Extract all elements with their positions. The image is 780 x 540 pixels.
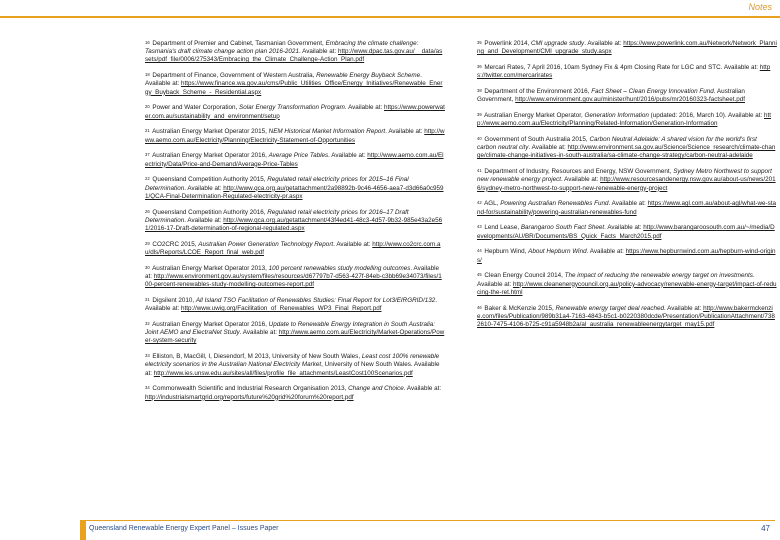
footnote-title: Update to Renewable Energy Integration in South Australia: Joint AEMO and ElectraNet Study: [145, 321, 436, 337]
footnote: [477, 305, 777, 330]
footnote-link[interactable]: http://www.aemo.com.au/Electricity/Planning/Electricity-Statement-of-Opportunities: [145, 128, 445, 144]
footnote: [145, 353, 445, 378]
footnote-title: Renewable Energy Buyback Scheme: [316, 72, 421, 80]
footnote-available: . Available at:: [298, 48, 339, 56]
footnote-link[interactable]: https://www.agl.com.au/about-agl/what-we-stand-for/sustainability/powering-australian-renewables-fund: [477, 200, 777, 216]
footnote-title: Barangaroo South Fact Sheet: [520, 224, 605, 232]
footnote-title: Solar Energy Transformation Program: [239, 104, 345, 112]
footnote-link[interactable]: http://www.uwig.org/Facilitation_of_Renewables_WP3_Final_Report.pdf: [180, 305, 382, 313]
footnote: [477, 200, 777, 216]
footnote-author: Powerlink 2014,: [484, 40, 531, 47]
footnote-number: 40: [477, 136, 482, 141]
footnote-author: Government of South Australia 2015,: [484, 136, 590, 143]
footnote-author: Mercari Rates, 7 April 2016, 10am Sydney Fix & 4pm Closing Rate for LGC and STC: [484, 64, 721, 71]
footnote-link[interactable]: https://www.powerwater.com.au/sustainability_and_environment/setup: [145, 104, 445, 120]
footnote-number: 35: [477, 40, 482, 45]
footnote-title: All Island TSO Facilitation of Renewables Studies: Final Report for Lot3/EIRGRID/132: [195, 297, 436, 305]
footnote-title: Embracing the climate challenge: Tasmania's draft climate change action plan 2016-2021: [145, 40, 419, 56]
footnote-number: 16: [145, 40, 150, 45]
footnote: [145, 176, 445, 201]
footnote-link[interactable]: http://industrialsmartgrid.org/reports/future%20grid%20forum%20report.pdf: [145, 393, 354, 401]
footnote-available: . Available at:: [561, 176, 601, 184]
footnote-title: About Hepburn Wind: [528, 248, 587, 256]
footnote-link[interactable]: http://www.environment.sa.gov.au/Science/Science_research/climate-change/climate-change-initiatives-in-south-australia/sa-climate-change-strategy/carbon-neutral-adelaide: [477, 144, 776, 160]
footnote-available: . Available at:: [528, 144, 568, 152]
footnote-author: Digsilent 2010,: [152, 297, 196, 305]
header-rule: [0, 16, 780, 18]
footnote: [145, 104, 445, 120]
footnote-title: Generation Information: [584, 112, 649, 119]
footnote-link[interactable]: http://www.resourcesandenergy.nsw.gov.au/about-us/news/2016/sydney-metro-northwest-to-support-new-renewable-energy-project: [477, 176, 776, 192]
footnote-link[interactable]: http://www.qca.org.au/getattachment/2a98892b-9c46-4656-aea7-d3d66a0c9591/QCA-Final-Determination-Regulated-electricity-pr.aspx: [145, 184, 444, 200]
footnote: [145, 321, 445, 346]
footnote-title: Regulated retail electricity prices for 2015–16 Final Determination: [145, 176, 409, 192]
footnote-author: CO2CRC 2015,: [152, 240, 199, 248]
footnote-title: Australian Power Generation Technology Report: [198, 240, 334, 248]
footnote-title: Renewable energy target deal reached: [555, 304, 665, 312]
footnote-title: The impact of reducing the renewable energy target on investments: [564, 272, 753, 280]
footnote: [477, 40, 777, 56]
footnote-link[interactable]: https://www.finance.wa.gov.au/cms/Public_Utilities_Office/Energy_Initiatives/Renewable_Energy_Buyback_Scheme_-_Residential.aspx: [145, 80, 443, 96]
footnote-available: . Available at:: [385, 128, 425, 136]
footnote-available: . Available at:: [344, 104, 385, 112]
footnote: [145, 265, 445, 290]
footnote-available: . Available at:: [608, 200, 648, 208]
footnote-link[interactable]: http://www.aemo.com.au/Electricity/Planning/Related-Information/Generation-Information: [477, 112, 772, 128]
footnote-title: Sydney Metro Northwest to support new renewable energy project: [477, 168, 772, 184]
footnote-author: Australian Energy Market Operator,: [484, 112, 585, 119]
footnote: [477, 224, 777, 240]
footnote-title: Change and Choice: [348, 385, 404, 393]
footnote-link[interactable]: http://www.dpac.tas.gov.au/__data/assets/pdf_file/0006/275343/Embracing_the_Climate_Challenge-Action_Plan.pdf: [145, 48, 443, 64]
footnote-title: Regulated retail electricity prices for 2016–17 Draft Determination: [145, 208, 409, 224]
footnote-author: Department of the Environment 2016,: [484, 88, 592, 95]
footnote-available: . Available at:: [586, 248, 626, 256]
footnote: [145, 152, 445, 168]
footnote-link[interactable]: https://www.powerlink.com.au/Network/Network_Planning_and_Development/CMI_upgrade_study.aspx: [477, 40, 777, 56]
footnote-author: Australian Energy Market Operator 2013,: [152, 264, 269, 272]
footnote-link[interactable]: https://www.hepburnwind.com.au/hepburn-wind-origins/: [477, 248, 776, 264]
footnote-number: 32: [145, 321, 150, 327]
footnote-link[interactable]: http://www.aemo.com.au/Electricity/Market-Operations/Power-system-security: [145, 329, 445, 345]
footnote-available: . Available at:: [403, 385, 442, 393]
footnote: [145, 209, 445, 234]
footnote-author: Australian Energy Market Operator 2016,: [152, 321, 269, 329]
footnote-author: Power and Water Corporation,: [152, 104, 239, 112]
footnote-author: Elliston, B, MacGill, I, Diesendorf, M 2013, University of New South Wales,: [152, 353, 362, 361]
footnote-number: 22: [145, 176, 150, 182]
footnote: [477, 248, 777, 264]
footnote-number: 41: [477, 168, 482, 174]
footnote-link[interactable]: http://www.environment.gov.au/minister/hunt/2016/pubs/mr20160323-factsheet.pdf: [515, 96, 746, 104]
footnote-title: Average Price Tables: [268, 152, 329, 160]
footer-title: Queensland Renewable Energy Expert Panel – Issues Paper: [89, 525, 279, 532]
footnote-number: 38: [477, 88, 482, 93]
footnote-number: 29: [145, 240, 150, 246]
footnote-author: Queensland Competition Authority 2016,: [152, 208, 268, 216]
footnote-author: Hepburn Wind,: [484, 248, 529, 256]
footnote-number: 36: [477, 64, 482, 69]
footnote: [477, 168, 777, 193]
footnote-number: 46: [477, 304, 482, 310]
footnote-available: . Available at:: [664, 304, 704, 312]
footnote-number: 20: [145, 104, 150, 110]
footnote: [145, 241, 445, 257]
footer-rule: [80, 520, 775, 521]
footnote: [145, 297, 445, 313]
footnote-link[interactable]: http://www.ies.unsw.edu.au/sites/all/files/profile_file_attachments/LeastCost100Scenarios.pdf: [153, 369, 413, 377]
footnote-author: Australian Energy Market Operator 2015,: [152, 128, 269, 136]
footnote-available: . Australian Government,: [477, 88, 745, 104]
footnote-available: . Available at:: [145, 297, 437, 313]
footnote-author: AGL,: [484, 200, 501, 208]
footnote-number: 18: [145, 72, 150, 78]
footnote-number: 39: [477, 112, 482, 117]
header-label: Notes: [748, 2, 772, 12]
footnote-link[interactable]: http://www.environment.gov.au/system/files/resources/d67797b7-d563-427f-84eb-c3bb69e34073/files/100-percent-renewables-study-modelling-outcomes-report.pdf: [145, 273, 442, 289]
footnote-title: CMI upgrade study: [530, 40, 585, 47]
footnote-available: . Available at:: [145, 72, 422, 88]
footnote: [145, 385, 445, 401]
footnote-available: . Available at:: [584, 40, 624, 47]
footnote-link[interactable]: http://www.bakermckenzie.com/files/Publication/989b31a4-7163-4843-b5c1-b0220380dcde/Presentation/PublicationAttachment/7382610-7475-4106-b725-c91a5948b2a/al_australia_renewableenergytarget_may15.pdf: [477, 304, 775, 329]
footnote: [145, 72, 445, 97]
footnote-title: NEM Historical Market Information Report: [268, 128, 386, 136]
footnote-link[interactable]: https://twitter.com/mercarirates: [477, 64, 771, 80]
footnote-author: Clean Energy Council 2014,: [484, 272, 565, 280]
footnote-title: Carbon Neutral Adelaide: A shared vision for the world's first carbon neutral city: [477, 136, 757, 152]
footnote-link[interactable]: http://www.barangaroosouth.com.au/~/media/Developments/AU/BR/Documents/BS_Quick_Facts_March2015.pdf: [477, 224, 775, 240]
footnote-author: Department of Premier and Cabinet, Tasmanian Government,: [152, 40, 326, 47]
notes-left-column: [145, 40, 445, 409]
footnote: [477, 136, 777, 161]
footnote-available: . Available at:: [333, 240, 373, 248]
footnote-available: . Available at:: [328, 152, 368, 160]
footnote-number: 37: [145, 152, 150, 158]
footnote: [477, 112, 777, 128]
page-number: 47: [761, 524, 770, 533]
footnote-author: Queensland Competition Authority 2015,: [152, 176, 268, 184]
footnote-number: 26: [145, 208, 150, 214]
footnote-title: Powering Australian Renewables Fund: [500, 200, 609, 208]
footnote-number: 44: [477, 248, 482, 254]
footnote-available: . Available at:: [184, 216, 224, 224]
footnote-number: 33: [145, 353, 150, 359]
footnote-author: Department of Finance, Government of Western Australia,: [152, 72, 317, 80]
footnote-available: . Available at:: [720, 64, 760, 71]
footnote: [145, 128, 445, 144]
footnote-author: Commonwealth Scientific and Industrial Research Organisation 2013,: [152, 385, 349, 393]
footer-accent-bar: [80, 521, 86, 540]
footnote: [477, 272, 777, 297]
footnote-available: . Available at:: [184, 184, 224, 192]
footnote-number: 43: [477, 224, 482, 230]
footnote-number: 34: [145, 385, 150, 391]
footnote: [145, 40, 445, 65]
footnote-available: . Available at:: [145, 264, 439, 281]
footnote: [477, 64, 777, 80]
footnote-available: . Available at:: [477, 272, 755, 288]
footnote-link[interactable]: http://www.co2crc.com.au/dls/Reports/LCOE_Report_final_web.pdf: [145, 240, 441, 257]
footnote-number: 31: [145, 297, 150, 303]
footnote-title: 100 percent renewables study modelling outcomes: [268, 264, 411, 272]
footnote-author: Department of Industry, Resources and Energy, NSW Government,: [484, 168, 674, 176]
footnote-available: , University of New South Wales. Available at:: [145, 361, 440, 377]
footnote: [477, 88, 777, 104]
footnote-author: Australian Energy Market Operator 2016,: [152, 152, 269, 160]
footnote-available: (updated: 2016, March 10). Available at:: [648, 112, 764, 119]
footnote-title: Least cost 100% renewable electricity scenarios in the Australian National Electricity Market: [145, 353, 440, 369]
footnote-link[interactable]: http://www.cleanenergycouncil.org.au/policy-advocacy/renewable-energy-target/impact-of-reducing-the-ret.html: [477, 280, 777, 296]
footnote-title: Fact Sheet – Clean Energy Innovation Fund: [591, 88, 714, 95]
footnote-number: 45: [477, 272, 482, 278]
footnote-available: . Available at:: [239, 329, 279, 337]
footnote-author: Baker & McKenzie 2015,: [484, 304, 556, 312]
footnote-number: 30: [145, 264, 150, 270]
footnote-available: . Available at:: [604, 224, 644, 232]
footnote-link[interactable]: http://www.qca.org.au/getattachment/43f4ed41-48c3-4d57-9b32-985e43a2e561/2016-17-Draft-determination-of-regional-regulated.aspx: [145, 216, 443, 233]
footnote-number: 21: [145, 128, 150, 134]
footnote-author: Lend Lease,: [484, 224, 521, 232]
notes-right-column: [477, 40, 777, 337]
footnote-link[interactable]: http://www.aemo.com.au/Electricity/Data/Price-and-Demand/Average-Price-Tables: [145, 152, 444, 168]
footnote-number: 42: [477, 200, 482, 206]
